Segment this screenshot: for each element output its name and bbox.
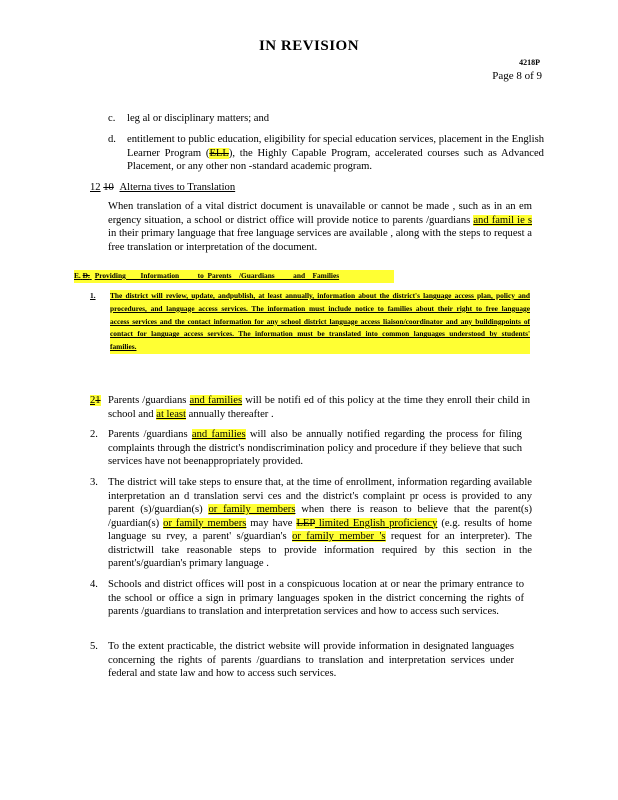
section-12-heading bbox=[90, 181, 350, 195]
item-text: Parents /guardians and families will also be annually notified regarding the process for filing complaints through the district's nondiscrimination policy and procedure if they believe that such services have not beenappropriately provided. bbox=[108, 429, 522, 467]
numbered-item-1 bbox=[90, 290, 530, 354]
list-item-c bbox=[108, 112, 548, 126]
inserted-text: and families bbox=[189, 395, 243, 406]
section-number-old: 10 bbox=[103, 182, 114, 193]
section-e-heading bbox=[74, 270, 394, 283]
item-number: 5. bbox=[90, 641, 98, 652]
section-heading-text: Providing Information to Parents /Guardians and Families bbox=[94, 271, 340, 280]
inserted-text: at least bbox=[156, 408, 186, 420]
numbered-item-3 bbox=[90, 476, 532, 571]
section-letter-new: E. bbox=[74, 271, 81, 280]
section-12-body: When translation of a vital district document is unavailable or cannot be made , such as in an em ergency situation, a school or district office will provide notice to parents /guardians and famil ie s in their primary language that free language services are available , along with the steps to request a free translation or interpretation of the document. bbox=[108, 201, 532, 253]
inserted-text: limited English proficiency bbox=[314, 517, 438, 529]
item-text: Parents /guardians and families will be notifi ed of this policy at the time they enroll their child in school and at least annually thereafter . bbox=[108, 395, 531, 420]
struck-text: ELL bbox=[209, 147, 229, 159]
item-number: 4. bbox=[90, 579, 98, 590]
numbered-item-4 bbox=[90, 578, 524, 619]
list-item-d bbox=[108, 133, 544, 174]
struck-text: LEP bbox=[296, 517, 315, 529]
document-title: IN REVISION bbox=[258, 38, 360, 54]
inserted-text: and famil ie s bbox=[473, 214, 532, 226]
inserted-text: or family member 's bbox=[292, 531, 386, 542]
list-label: c. bbox=[108, 113, 116, 124]
section-letter-old: D. bbox=[82, 271, 90, 280]
numbered-item-5 bbox=[90, 640, 514, 681]
list-item-text: leg al or disciplinary matters; and bbox=[127, 113, 270, 124]
item-text: To the extent practicable, the district website will provide information in designated languages concerning the rights of parents /guardians to translation and interpretation services under federal and state law and how to access such services. bbox=[108, 641, 514, 679]
list-item-text: entitlement to public education, eligibility for special education services, placement in the English Learner Program (ELL), the Highly Capable Program, accelerated courses such as Advanced Placement, or any other non -standard academic program. bbox=[127, 134, 544, 172]
item-text: Schools and district offices will post in a conspicuous location at or near the primary entrance to the school or office a sign in primary languages spoken in the district concerning the rights of parents /guardians to translation and interpretation services and how to access such services. bbox=[108, 579, 524, 617]
item-number-new: 2 bbox=[90, 395, 96, 406]
list-label: d. bbox=[108, 134, 116, 145]
item-number: 2. bbox=[90, 429, 98, 440]
section-number-new: 12 bbox=[90, 182, 101, 193]
inserted-text: or family members bbox=[163, 517, 247, 529]
numbered-item-2 bbox=[90, 428, 522, 469]
item-text: The district will take steps to ensure that, at the time of enrollment, information regarding available interpretation an d translation servi ces and the district's complaint pr ocess is provided to any parent (s)/guardian(s) or family members when there is reason to believe that the parent(s) /guardian(s) or family members may have LEP limited English proficiency (e.g. results of home language su rvey, a parent' s/guardian's or family member 's request for an interpreter). The districtwill take reasonable steps to provide information required by this section in the parent's/guardian's primary language . bbox=[108, 477, 533, 569]
item-text: The district will review, update, andpublish, at least annually, information about the district's language access plan, policy and procedures, and language access services. The information must include notice to families about their right to free language access services and the contact information for any school district language access liaison/coordinator and any buildingpoints of contact for language access services. The information must be translated into common languages understood by students' families. bbox=[110, 290, 530, 354]
item-number-old: 1 bbox=[95, 395, 101, 406]
numbered-item-2-new bbox=[90, 394, 530, 421]
section-heading-text: Alterna tives to Translation bbox=[119, 182, 236, 193]
item-number: 3. bbox=[90, 477, 98, 488]
item-number: 1. bbox=[90, 291, 96, 300]
item-number bbox=[90, 394, 101, 408]
policy-number: 4218P bbox=[519, 58, 540, 67]
inserted-text: and families bbox=[191, 429, 246, 440]
inserted-text: or family members bbox=[208, 504, 296, 515]
page-number: Page 8 of 9 bbox=[492, 70, 542, 82]
